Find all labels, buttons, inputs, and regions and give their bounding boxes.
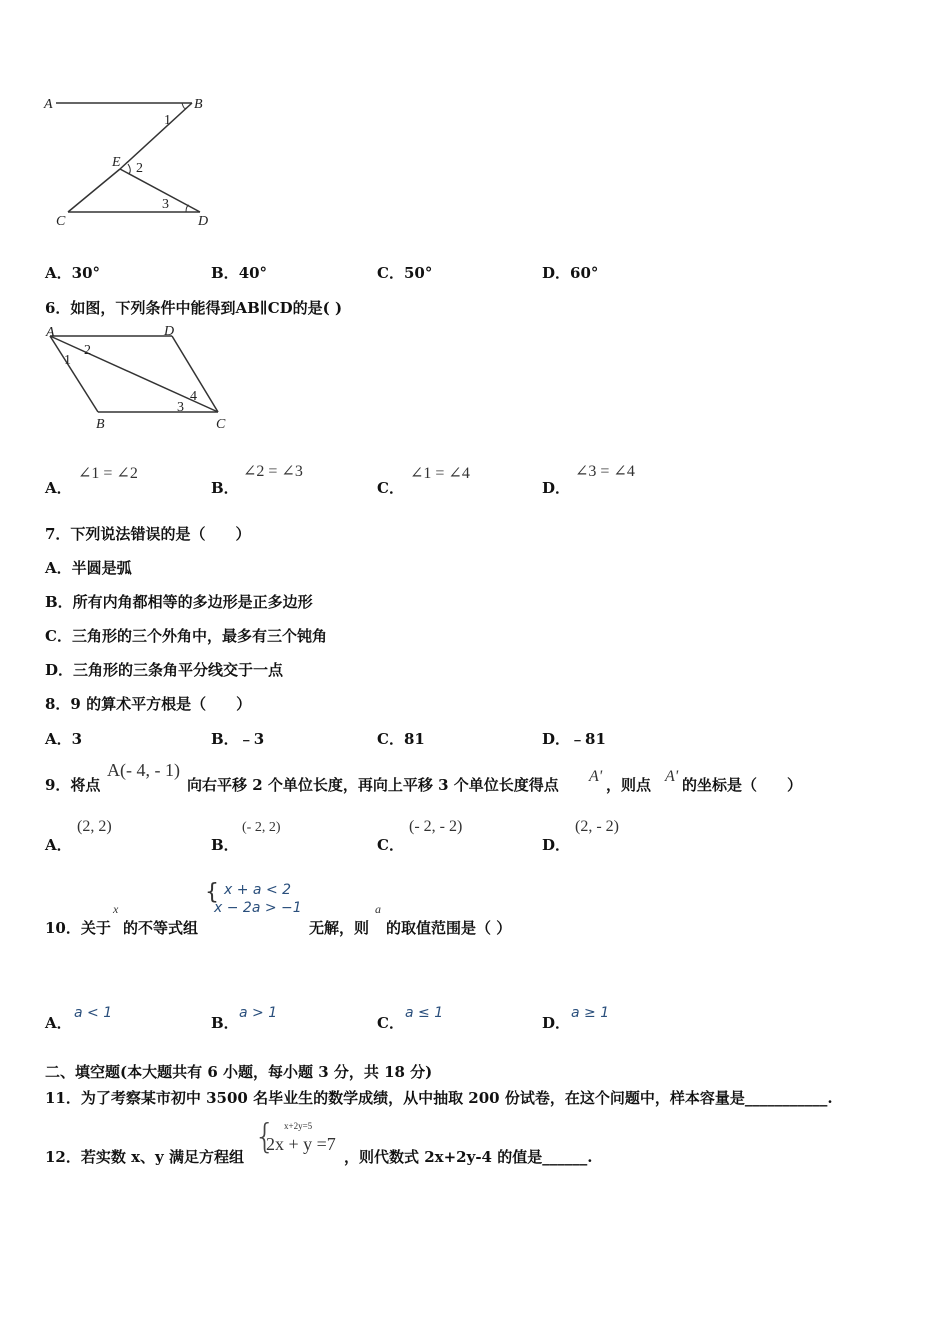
q7-option-b[interactable]: B．所有内角都相等的多边形是正多边形 bbox=[45, 593, 313, 611]
q6-option-a-math: ∠1 = ∠2 bbox=[78, 465, 138, 482]
q5-option-d[interactable]: D．60° bbox=[542, 264, 599, 282]
q9-prefix: 9．将点 bbox=[45, 776, 101, 794]
q12-line2: 2x + y =7 bbox=[266, 1134, 336, 1154]
q9-option-b-letter[interactable]: B． bbox=[211, 836, 239, 854]
angle-label-1: 1 bbox=[64, 353, 71, 368]
label-d: D bbox=[164, 324, 175, 339]
q7-option-a[interactable]: A．半圆是弧 bbox=[45, 559, 132, 577]
angle-label-3: 3 bbox=[162, 197, 169, 212]
q9-option-c-letter[interactable]: C． bbox=[377, 836, 404, 854]
q9-option-d-math: (2, - 2) bbox=[575, 818, 619, 835]
angle-label-2: 2 bbox=[84, 343, 91, 358]
q10-option-b-letter[interactable]: B． bbox=[211, 1014, 239, 1032]
q8-stem: 8．9 的算术平方根是（ ） bbox=[45, 695, 252, 713]
q5-option-b[interactable]: B．40° bbox=[211, 264, 268, 282]
label-a: A bbox=[46, 325, 55, 340]
q10-option-d-math: a ≥ 1 bbox=[571, 1005, 610, 1021]
q5-option-c[interactable]: C．50° bbox=[377, 264, 433, 282]
q9-middle: 向右平移 2 个单位长度，再向上平移 3 个单位长度得点 bbox=[187, 776, 559, 794]
angle-mark-2 bbox=[128, 164, 130, 174]
q10-var-x: x bbox=[113, 902, 119, 916]
q10-option-c-letter[interactable]: C． bbox=[377, 1014, 404, 1032]
q12-brace: { bbox=[254, 1117, 276, 1157]
q12-prefix: 12．若实数 x、y 满足方程组 bbox=[45, 1148, 244, 1166]
q9-mid2: ，则点 bbox=[606, 776, 652, 794]
q6-option-c-math: ∠1 = ∠4 bbox=[410, 465, 470, 482]
q8-option-a[interactable]: A．3 bbox=[45, 730, 83, 748]
q10-mid: 的不等式组 bbox=[123, 919, 199, 937]
q10-option-d-letter[interactable]: D． bbox=[542, 1014, 571, 1032]
q9-option-c-math: (- 2, - 2) bbox=[409, 818, 463, 835]
q9-option-d-letter[interactable]: D． bbox=[542, 836, 571, 854]
label-a: A bbox=[44, 97, 53, 112]
q9-option-b-math: (- 2, 2) bbox=[242, 820, 281, 835]
q6-option-c-letter[interactable]: C． bbox=[377, 479, 404, 497]
line-be bbox=[120, 103, 192, 169]
q9-suffix: 的坐标是（ ） bbox=[682, 776, 803, 794]
q10-line1: x + a < 2 bbox=[224, 882, 292, 898]
q12-suffix: ，则代数式 2x+2y-4 的值是______. bbox=[344, 1148, 593, 1166]
q6-option-b-math: ∠2 = ∠3 bbox=[243, 463, 303, 480]
label-c: C bbox=[56, 214, 66, 229]
q10-mid2: 无解，则 bbox=[309, 919, 370, 937]
q5-option-a[interactable]: A．30° bbox=[45, 264, 101, 282]
q12-line1: x+2y=5 bbox=[284, 1121, 313, 1131]
q9-aprime-1: A' bbox=[589, 768, 603, 785]
q8-option-b[interactable]: B．﹣3 bbox=[211, 730, 265, 748]
q10-option-c-math: a ≤ 1 bbox=[405, 1005, 444, 1021]
label-d: D bbox=[198, 214, 209, 229]
q8-option-c[interactable]: C．81 bbox=[377, 730, 425, 748]
label-e: E bbox=[112, 155, 121, 170]
angle-label-1: 1 bbox=[164, 113, 171, 128]
q9-point: A(- 4, - 1) bbox=[107, 760, 180, 780]
section-2-title: 二、填空题(本大题共有 6 小题，每小题 3 分，共 18 分) bbox=[45, 1063, 433, 1081]
q10-var-a: a bbox=[375, 902, 381, 916]
q10-prefix: 10．关于 bbox=[45, 919, 111, 937]
q6-option-b-letter[interactable]: B． bbox=[211, 479, 239, 497]
q6-option-d-math: ∠3 = ∠4 bbox=[575, 463, 635, 480]
q6-option-a-letter[interactable]: A． bbox=[45, 479, 72, 497]
q10-brace: { bbox=[205, 880, 219, 905]
figure-q5 bbox=[40, 92, 230, 232]
q7-stem: 7．下列说法错误的是（ ） bbox=[45, 525, 251, 543]
angle-label-4: 4 bbox=[190, 389, 197, 404]
angle-mark-1 bbox=[182, 103, 186, 108]
figure-q6 bbox=[40, 322, 240, 434]
angle-label-3: 3 bbox=[177, 400, 184, 415]
line-ec bbox=[68, 169, 120, 212]
label-b: B bbox=[194, 97, 203, 112]
angle-label-2: 2 bbox=[136, 161, 143, 176]
label-c: C bbox=[216, 417, 226, 432]
q6-option-d-letter[interactable]: D． bbox=[542, 479, 571, 497]
q6-stem: 6．如图，下列条件中能得到AB∥CD的是( ) bbox=[45, 299, 343, 317]
label-b: B bbox=[96, 417, 105, 432]
q9-option-a-math: (2, 2) bbox=[77, 818, 112, 835]
q11-text: 11．为了考察某市初中 3500 名毕业生的数学成绩，从中抽取 200 份试卷，在这个问题中，样本容量是___________. bbox=[45, 1089, 833, 1107]
q9-option-a-letter[interactable]: A． bbox=[45, 836, 72, 854]
q7-option-d[interactable]: D．三角形的三条角平分线交于一点 bbox=[45, 661, 284, 679]
q10-line2: x − 2a > −1 bbox=[214, 900, 302, 916]
q10-option-a-math: a < 1 bbox=[74, 1005, 113, 1021]
q9-aprime-2: A' bbox=[665, 768, 679, 785]
q8-option-d[interactable]: D．﹣81 bbox=[542, 730, 606, 748]
q7-option-c[interactable]: C．三角形的三个外角中，最多有三个钝角 bbox=[45, 627, 327, 645]
q10-option-b-math: a > 1 bbox=[239, 1005, 278, 1021]
q10-option-a-letter[interactable]: A． bbox=[45, 1014, 72, 1032]
q10-suffix: 的取值范围是（ ） bbox=[386, 919, 512, 937]
